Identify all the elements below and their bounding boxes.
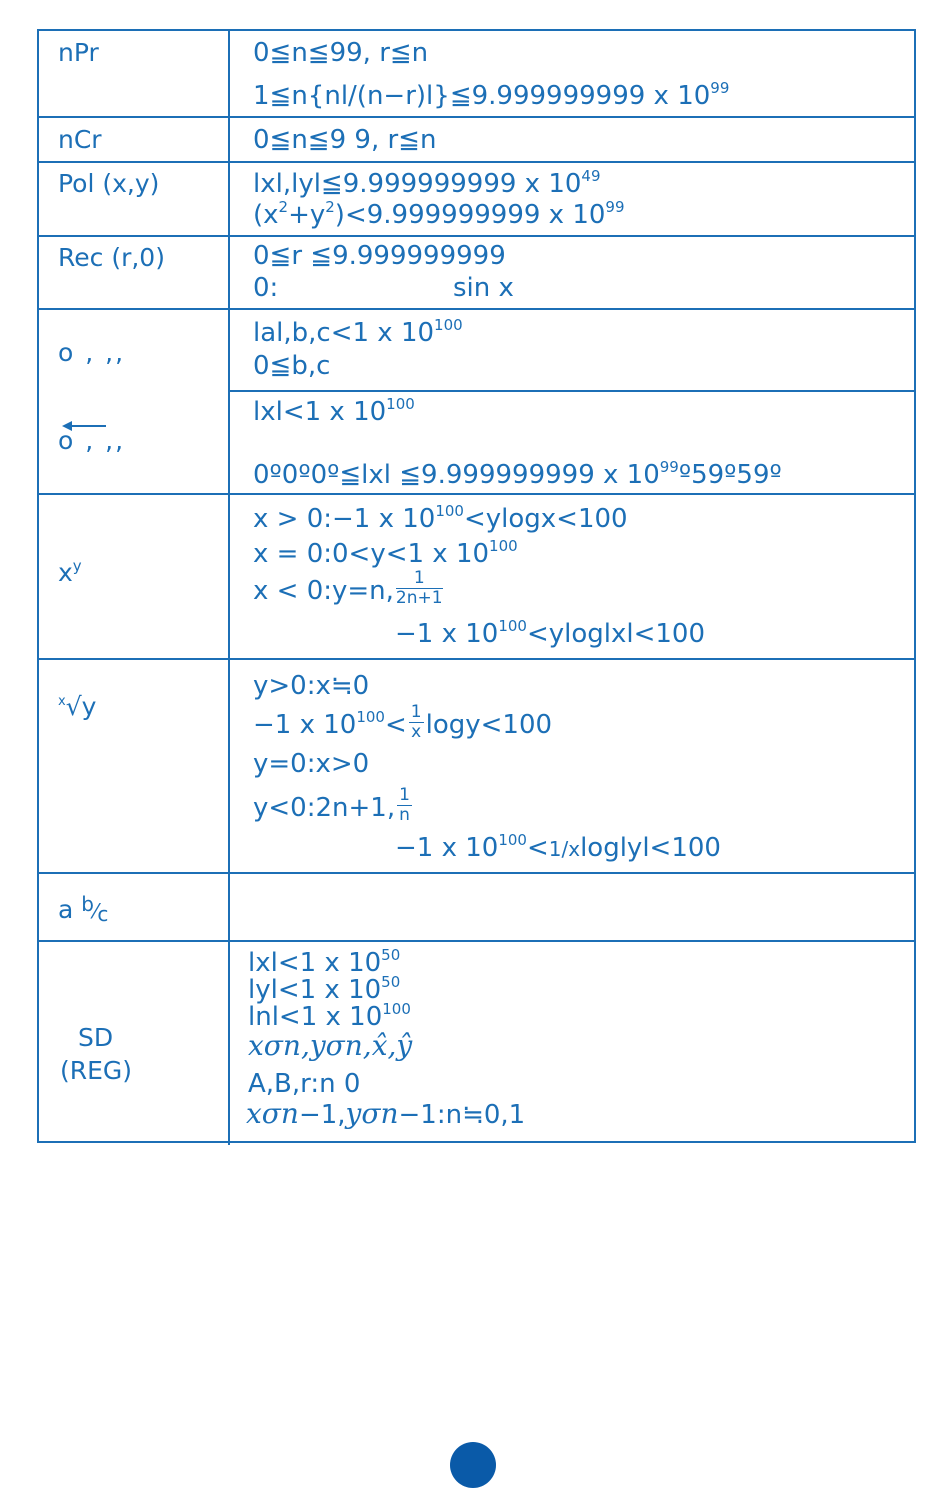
dms-condition-1: lal,b,c<1 x $10^{100}$ <box>253 316 463 348</box>
table-rule <box>37 116 916 118</box>
page-marker-dot <box>450 1442 496 1488</box>
table-border-left <box>37 29 39 1143</box>
npr-condition-1: 0≦n≦99, r≦n <box>253 38 429 68</box>
npr-condition-2: 1≦n{nl/(n−r)l}≦9.999999999 x $10^{99}$ <box>253 79 730 111</box>
rec-condition-1: 0≦r ≦9.999999999 <box>253 241 506 271</box>
table-rule <box>229 390 916 392</box>
fraction: $\frac{1}{2n+1}$ <box>395 568 443 608</box>
sd-condition-2: lyl<1 x $10^{50}$ <box>248 973 401 1005</box>
root-label: $^x$√y <box>58 692 97 721</box>
table-rule <box>37 161 916 163</box>
root-condition-4: y<0:2n+1, $\frac{1}{n}$ <box>253 785 410 825</box>
table-rule <box>37 1141 916 1143</box>
ncr-condition: 0≦n≦9 9, r≦n <box>253 125 437 155</box>
ncr-label: nCr <box>58 125 102 154</box>
power-condition-3: x < 0:y=n, $\frac{1}{2n+1}$ <box>253 568 443 608</box>
rec-condition-2a: 0: <box>253 273 279 303</box>
sd-condition-1: lxl<1 x $10^{50}$ <box>248 946 401 978</box>
sd-condition-6: xσn−1,yσn−1:n≒0,1 <box>246 1097 526 1130</box>
rec-condition-2b: sin x <box>453 273 514 303</box>
table-rule <box>37 308 916 310</box>
table-rule <box>37 29 916 31</box>
dms-reverse-condition-2: 0º0º0º≦lxl ≦9.999999999 x $10^{99}º59º59º$ <box>253 458 782 490</box>
table-column-divider <box>228 29 230 1145</box>
table-rule <box>37 493 916 495</box>
dms-condition-2: 0≦b,c <box>253 351 331 381</box>
table-rule <box>37 872 916 874</box>
fraction: $\frac{1}{n}$ <box>399 785 410 825</box>
fraction-key-label: a $^b$⁄c <box>58 892 109 926</box>
table-rule <box>37 940 916 942</box>
power-label: $x^y$ <box>58 557 82 587</box>
power-condition-1: x > 0:−1 x $10^{100}<ylogx<100$ <box>253 502 628 534</box>
dms-reverse-condition-1: lxl<1 x $10^{100}$ <box>253 395 415 427</box>
table-rule <box>37 235 916 237</box>
root-condition-5: −1 x $10^{100}<1/xloglyl<100$ <box>395 831 721 863</box>
dms-reverse-label: o , ,, <box>58 426 126 455</box>
sd-condition-5: A,B,r:n 0 <box>248 1069 361 1099</box>
table-border-right <box>914 29 916 1143</box>
sd-condition-3: lnl<1 x $10^{100}$ <box>248 1000 411 1032</box>
power-condition-2: x = 0:0<y<1 x $10^{100}$ <box>253 537 518 569</box>
pol-condition-2: $(x^2+y^2)<9.999999999$ x $10^{99}$ <box>253 198 625 230</box>
root-condition-2: −1 x $10^{100}<$ $\frac{1}{x}$ logy<100 <box>253 702 553 742</box>
sd-label: SD <box>78 1023 114 1052</box>
power-condition-4: −1 x $10^{100}<yloglxl<100$ <box>395 617 706 649</box>
npr-label: nPr <box>58 38 99 67</box>
table-rule <box>37 658 916 660</box>
root-condition-1: y>0:x≒0 <box>253 671 370 701</box>
reg-label: (REG) <box>60 1056 133 1085</box>
fraction: $\frac{1}{x}$ <box>410 702 422 742</box>
pol-label: Pol (x,y) <box>58 169 160 198</box>
rec-label: Rec (r,0) <box>58 243 165 272</box>
root-condition-3: y=0:x>0 <box>253 749 370 779</box>
sd-condition-4: xσn,yσn,x̂,ŷ <box>248 1029 413 1062</box>
dms-label: o , ,, <box>58 338 126 367</box>
pol-condition-1: lxl,lyl≦9.999999999 x $10^{49}$ <box>253 167 601 199</box>
